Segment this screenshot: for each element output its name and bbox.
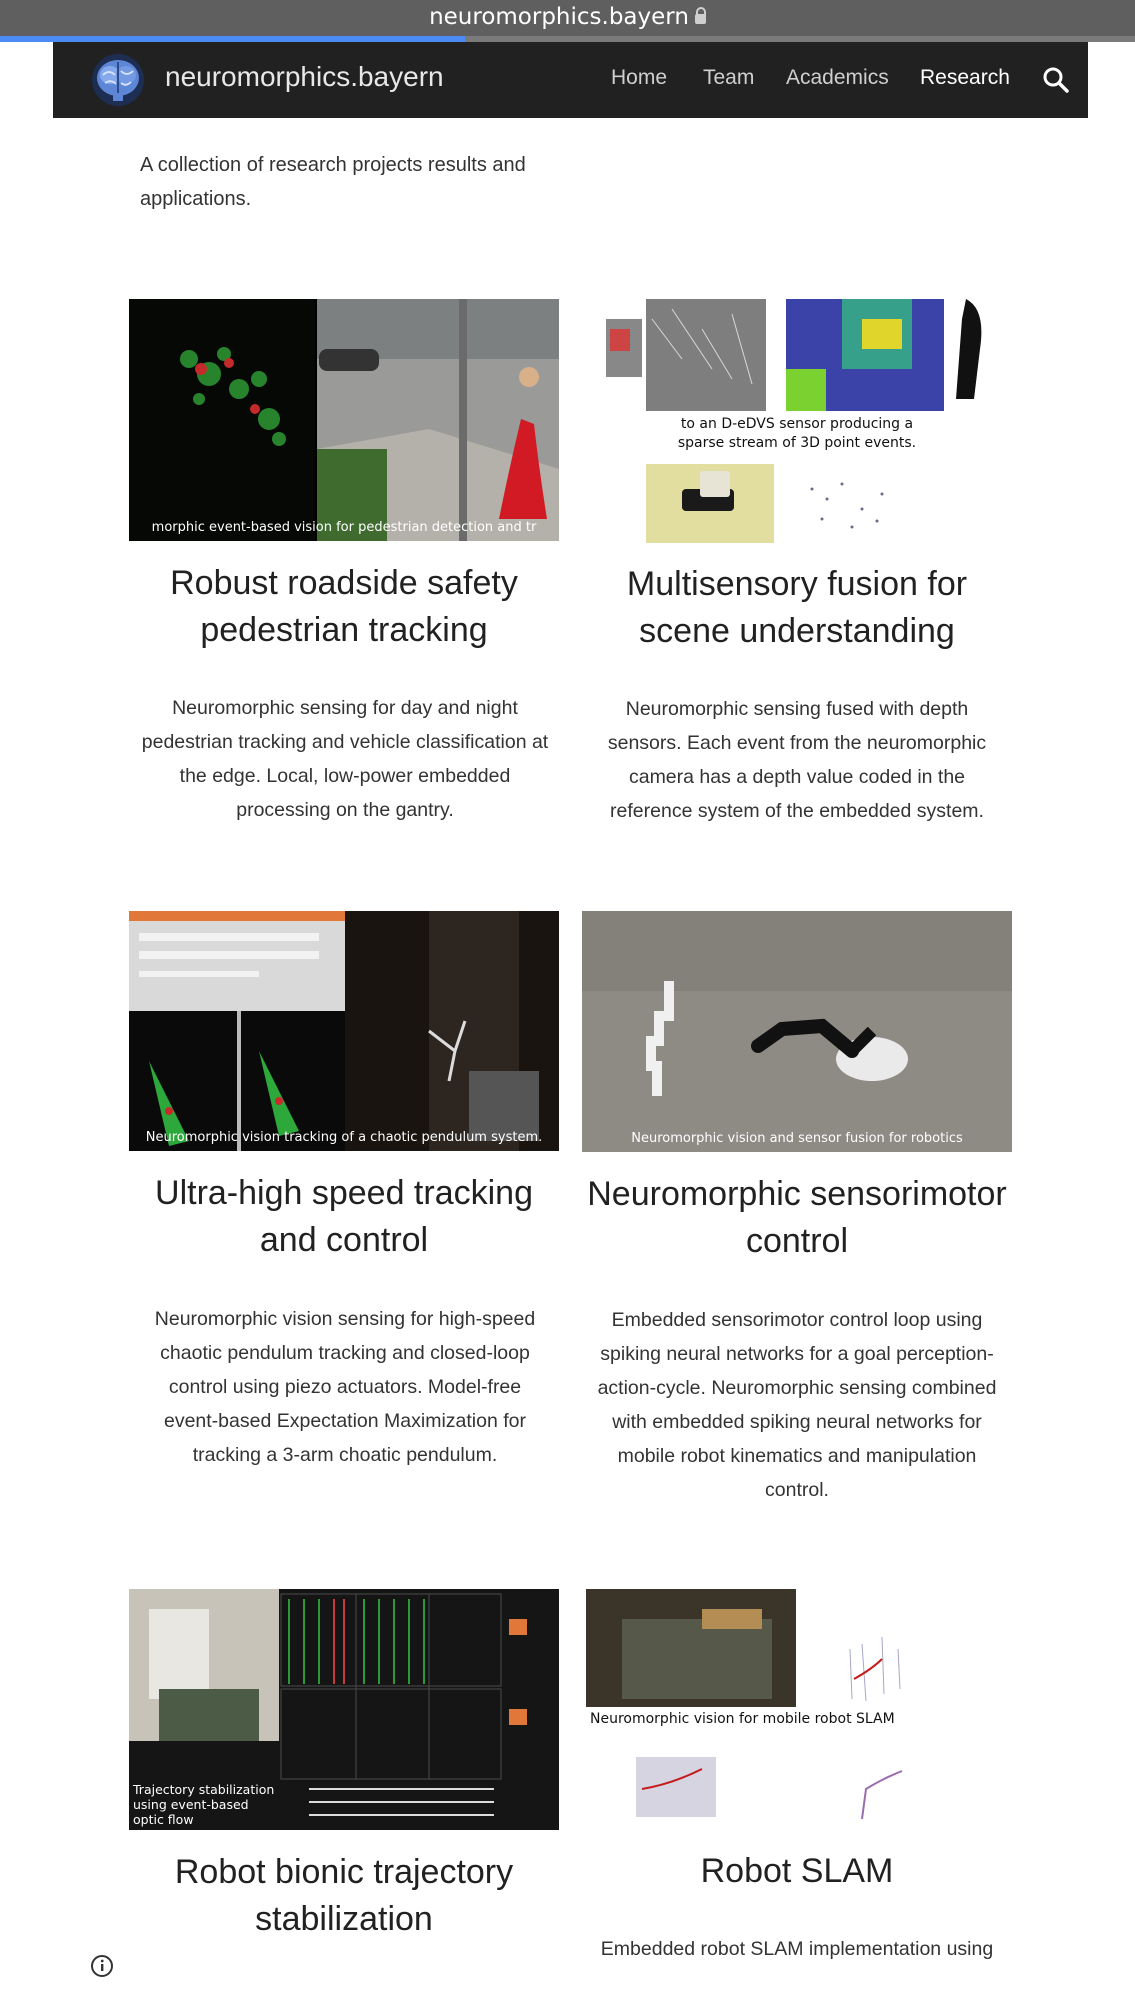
thumb-caption: to an D-eDVS sensor producing a sparse stream of 3D point events. [677, 416, 917, 451]
robot-slam-thumbnail [582, 1589, 1012, 1830]
browser-address-bar[interactable] [0, 0, 1135, 42]
url-display[interactable] [0, 4, 1135, 30]
card-title[interactable]: Robust roadside safety pedestrian tracking [170, 564, 518, 649]
nav-team[interactable]: Team [703, 66, 755, 89]
info-icon[interactable] [90, 1954, 114, 1978]
thumb-caption: Neuromorphic vision tracking of a chaotic pendulum system. [145, 1130, 543, 1145]
thumb-caption: Trajectory stabilization using event-based optic flow [133, 1782, 275, 1827]
page-intro: A collection of research projects results and applications. [140, 154, 526, 210]
card-description: Embedded sensorimotor control loop using spiking neural networks for a goal perception-action-cycle. Neuromorphic sensing combined with embedded spiking neural networks for mobile robot kinematics and manipulation control. [597, 1309, 997, 1501]
nav-academics[interactable]: Academics [786, 66, 889, 89]
lock-icon [695, 14, 706, 24]
pendulum-tracking-thumbnail [129, 911, 559, 1151]
card-title[interactable]: Robot bionic trajectory stabilization [174, 1853, 514, 1938]
site-header [53, 42, 1088, 118]
card-description: Embedded robot SLAM implementation using [600, 1938, 994, 1960]
thumb-caption: morphic event-based vision for pedestrian detection and tr [151, 520, 537, 535]
card-description: Neuromorphic sensing for day and night pedestrian tracking and vehicle classification at the edge. Local, low-power embedded processing on the gantry. [141, 697, 549, 821]
thumb-caption: Neuromorphic vision for mobile robot SLAM [590, 1711, 895, 1727]
card-image-slam[interactable] [582, 1589, 1012, 1830]
sensorimotor-thumbnail [582, 911, 1012, 1152]
card-title[interactable]: Multisensory fusion for scene understanding [626, 565, 968, 650]
nav-research[interactable]: Research [920, 66, 1010, 89]
card-image-multisensory[interactable] [582, 299, 1012, 543]
brain-logo-icon[interactable] [91, 53, 145, 107]
site-title[interactable]: neuromorphics.bayern [165, 61, 444, 92]
thumb-caption: Neuromorphic vision and sensor fusion for robotics [631, 1131, 963, 1146]
card-title[interactable]: Neuromorphic sensorimotor control [587, 1175, 1007, 1260]
card-title[interactable]: Ultra-high speed tracking and control [155, 1174, 533, 1259]
card-description: Neuromorphic sensing fused with depth sensors. Each event from the neuromorphic camera has a depth value coded in the reference system of the embedded system. [607, 698, 987, 822]
card-image-sensorimotor[interactable] [582, 911, 1012, 1152]
pedestrian-tracking-thumbnail [129, 299, 559, 541]
card-title[interactable]: Robot SLAM [700, 1852, 894, 1890]
url-domain: neuromorphics.bayern [429, 4, 689, 30]
search-icon[interactable] [1042, 66, 1070, 94]
card-image-trajectory[interactable] [129, 1589, 559, 1830]
card-image-pendulum[interactable] [129, 911, 559, 1151]
nav-home[interactable]: Home [611, 66, 668, 89]
card-image-pedestrian[interactable] [129, 299, 559, 541]
card-description: Neuromorphic vision sensing for high-speed chaotic pendulum tracking and closed-loop control using piezo actuators. Model-free event-based Expectation Maximization for tracking a 3-arm choatic pendulum. [154, 1308, 536, 1466]
